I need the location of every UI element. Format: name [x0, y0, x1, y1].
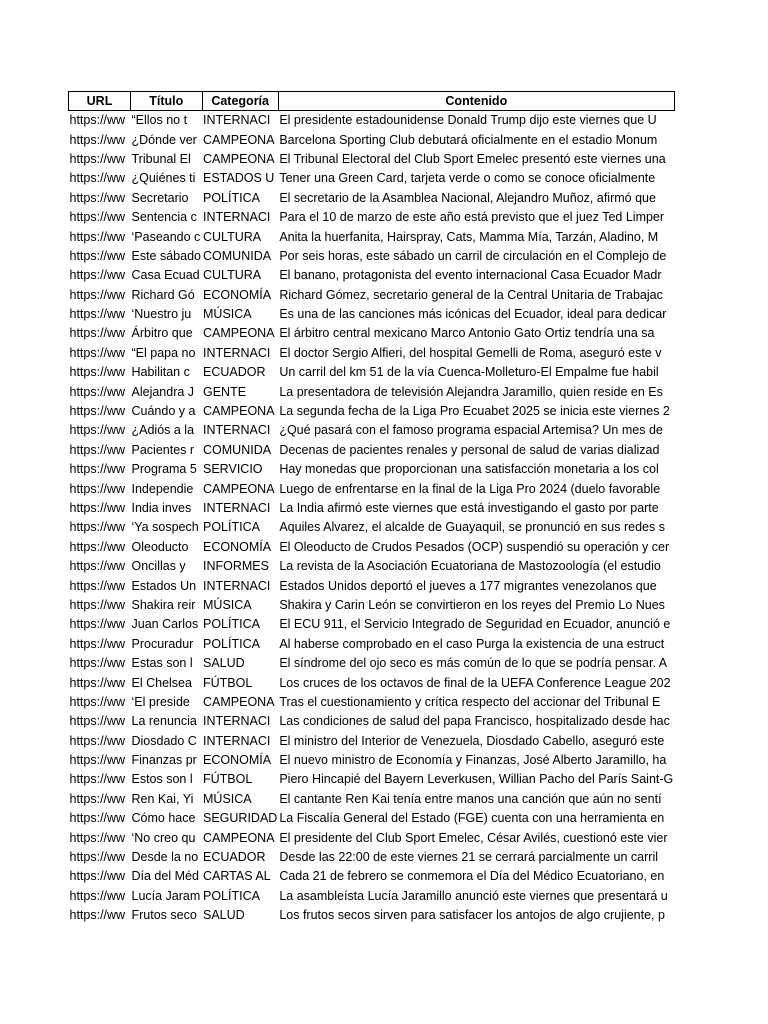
cell-categoria[interactable]: CULTURA — [203, 229, 262, 244]
cell-titulo[interactable]: Sentencia c — [131, 210, 197, 225]
cell-categoria[interactable]: CAMPEONA — [203, 694, 275, 709]
cell-titulo[interactable]: Independie — [131, 481, 194, 496]
table-row — [69, 208, 675, 227]
cell-titulo[interactable]: Frutos seco — [131, 908, 197, 923]
cell-categoria[interactable]: CAMPEONA — [203, 326, 275, 341]
cell-url[interactable]: https://ww — [69, 811, 126, 826]
cell-contenido[interactable]: El presidente del Club Sport Emelec, César Avilés, cuestionó este vier — [279, 830, 668, 845]
cell-url[interactable]: https://ww — [69, 501, 126, 515]
cell-url[interactable]: https://ww — [69, 210, 126, 225]
cell-categoria[interactable]: GENTE — [203, 384, 247, 399]
table-row — [69, 887, 675, 906]
cell-titulo[interactable]: Shakira reir — [131, 597, 196, 612]
table-row — [69, 790, 675, 809]
cell-categoria[interactable]: COMUNIDA — [203, 442, 272, 457]
cell-contenido[interactable]: El doctor Sergio Alfieri, del hospital Gemelli de Roma, aseguró este v — [279, 345, 662, 360]
table-row — [69, 693, 675, 712]
cell-categoria[interactable]: ESTADOS U — [203, 171, 275, 186]
cell-contenido[interactable]: La Fiscalía General del Estado (FGE) cuenta con una herramienta en — [279, 811, 665, 826]
table-row — [69, 305, 675, 324]
cell-url[interactable]: https://ww — [69, 559, 126, 574]
cell-categoria[interactable]: INTERNACI — [203, 113, 271, 128]
cell-contenido[interactable]: Shakira y Carin León se convirtieron en los reyes del Premio Lo Nues — [279, 597, 665, 612]
cell-url[interactable]: https://ww — [69, 869, 126, 884]
table-row — [69, 673, 675, 692]
cell-url[interactable]: https://ww — [69, 462, 126, 477]
header-categoria[interactable]: Categoría — [202, 92, 278, 111]
cell-url[interactable]: https://ww — [69, 656, 126, 671]
cell-contenido[interactable]: El síndrome del ojo seco es más común de lo que se podría pensar. A — [279, 656, 668, 671]
cell-contenido[interactable]: Richard Gómez, secretario general de la Central Unitaria de Trabajac — [279, 287, 663, 302]
header-contenido[interactable]: Contenido — [278, 92, 674, 111]
cell-titulo[interactable]: ‘No creo qu — [131, 830, 196, 845]
table-row — [69, 189, 675, 208]
cell-url[interactable]: https://ww — [69, 404, 126, 419]
cell-url[interactable]: https://ww — [69, 636, 126, 651]
table-row — [69, 111, 675, 131]
cell-categoria[interactable]: CULTURA — [203, 268, 262, 283]
cell-titulo[interactable]: ‘Ya sospech — [131, 520, 199, 535]
cell-url[interactable]: https://ww — [69, 481, 126, 496]
cell-categoria[interactable]: POLÍTICA — [203, 190, 260, 205]
cell-titulo[interactable]: Estos son l — [131, 772, 193, 787]
table-row — [69, 324, 675, 343]
cell-url[interactable]: https://ww — [69, 539, 126, 554]
cell-url[interactable]: https://ww — [69, 326, 126, 341]
cell-url[interactable]: https://ww — [69, 365, 126, 380]
cell-contenido[interactable]: Estados Unidos deportó el jueves a 177 migrantes venezolanos que — [279, 578, 657, 593]
table-row — [69, 732, 675, 751]
cell-categoria[interactable]: ECUADOR — [203, 850, 266, 865]
table-row — [69, 576, 675, 595]
table-row — [69, 867, 675, 886]
table-row — [69, 538, 675, 557]
table-row — [69, 712, 675, 731]
cell-contenido[interactable]: Tras el cuestionamiento y crítica respecto del accionar del Tribunal E — [279, 694, 661, 709]
cell-url[interactable]: https://ww — [69, 888, 126, 903]
cell-titulo[interactable]: “El papa no — [131, 345, 196, 360]
table-row — [69, 441, 675, 460]
cell-titulo[interactable]: Tribunal El — [131, 151, 191, 166]
cell-titulo[interactable]: ‘Nuestro ju — [131, 307, 192, 322]
cell-titulo[interactable]: ¿Dónde ver — [131, 132, 197, 147]
table-row — [69, 751, 675, 770]
cell-titulo[interactable]: Cuándo y a — [131, 404, 196, 419]
cell-categoria[interactable]: INTERNACI — [203, 345, 271, 360]
cell-url[interactable]: https://ww — [69, 132, 126, 147]
table-row — [69, 635, 675, 654]
cell-url[interactable]: https://ww — [69, 287, 126, 302]
cell-contenido[interactable]: Por seis horas, este sábado un carril de circulación en el Complejo de — [279, 248, 667, 263]
cell-contenido[interactable]: El Oleoducto de Crudos Pesados (OCP) suspendió su operación y cer — [279, 539, 670, 554]
cell-url[interactable]: https://ww — [69, 384, 126, 399]
header-row — [69, 92, 675, 111]
cell-titulo[interactable]: Oncillas y — [131, 559, 186, 574]
cell-contenido[interactable]: ¿Qué pasará con el famoso programa espacial Artemisa? Un mes de — [279, 423, 663, 438]
cell-url[interactable]: https://ww — [69, 442, 126, 457]
cell-titulo[interactable]: Este sábado — [131, 248, 201, 263]
cell-url[interactable]: https://ww — [69, 850, 126, 865]
cell-url[interactable]: https://ww — [69, 908, 126, 923]
table-row — [69, 770, 675, 789]
cell-contenido[interactable]: El presidente estadounidense Donald Trump dijo este viernes que U — [279, 113, 657, 128]
cell-contenido[interactable]: Aquiles Alvarez, el alcalde de Guayaquil, se pronunció en sus redes s — [279, 520, 665, 535]
cell-contenido[interactable]: Un carril del km 51 de la vía Cuenca-Molleturo-El Empalme fue habil — [279, 365, 659, 380]
cell-categoria[interactable]: POLÍTICA — [203, 636, 260, 651]
cell-categoria[interactable]: CAMPEONA — [203, 132, 275, 147]
cell-contenido[interactable]: El secretario de la Asamblea Nacional, Alejandro Muñoz, afirmó que — [279, 190, 656, 205]
cell-contenido[interactable]: El banano, protagonista del evento internacional Casa Ecuador Madr — [279, 268, 662, 283]
cell-titulo[interactable]: Desde la no — [131, 850, 199, 865]
cell-contenido[interactable]: Anita la huerfanita, Hairspray, Cats, Mamma Mía, Tarzán, Aladino, M — [279, 229, 659, 244]
cell-url[interactable]: https://ww — [69, 772, 126, 787]
cell-categoria[interactable]: ECONOMÍA — [203, 539, 272, 554]
table-row — [69, 828, 675, 847]
cell-contenido[interactable]: El Tribunal Electoral del Club Sport Emelec presentó este viernes una — [279, 151, 666, 166]
cell-titulo[interactable]: Finanzas pr — [131, 753, 197, 768]
cell-categoria[interactable]: INTERNACI — [203, 501, 271, 515]
cell-url[interactable]: https://ww — [69, 733, 126, 748]
cell-url[interactable]: https://ww — [69, 830, 126, 845]
table-row — [69, 809, 675, 828]
cell-contenido[interactable]: Los frutos secos sirven para satisfacer los antojos de algo crujiente, p — [279, 908, 665, 923]
cell-categoria[interactable]: CARTAS AL — [203, 869, 271, 884]
table-row — [69, 247, 675, 266]
table-row — [69, 499, 675, 518]
table-row — [69, 479, 675, 498]
table-row — [69, 150, 675, 169]
cell-url[interactable]: https://ww — [69, 675, 126, 690]
cell-contenido[interactable]: Piero Hincapié del Bayern Leverkusen, Willian Pacho del París Saint-G — [279, 772, 674, 787]
cell-titulo[interactable]: Árbitro que — [131, 326, 193, 341]
table-row — [69, 286, 675, 305]
cell-contenido[interactable]: El cantante Ren Kai tenía entre manos una canción que aún no sentí — [279, 791, 662, 806]
cell-categoria[interactable]: POLÍTICA — [203, 888, 260, 903]
news-spreadsheet-table — [68, 91, 675, 925]
cell-contenido[interactable]: Es una de las canciones más icónicas del Ecuador, ideal para dedicar — [279, 307, 667, 322]
cell-contenido[interactable]: Desde las 22:00 de este viernes 21 se cerrará parcialmente un carril — [279, 850, 658, 865]
cell-titulo[interactable]: Secretario — [131, 190, 189, 205]
table-row — [69, 596, 675, 615]
cell-titulo[interactable]: Richard Gó — [131, 287, 195, 302]
cell-categoria[interactable]: POLÍTICA — [203, 617, 260, 632]
cell-titulo[interactable]: India inves — [131, 501, 192, 515]
cell-titulo[interactable]: Alejandra J — [131, 384, 195, 399]
cell-titulo[interactable]: Estados Un — [131, 578, 197, 593]
cell-categoria[interactable]: FÚTBOL — [203, 675, 253, 690]
table-row — [69, 382, 675, 401]
cell-url[interactable]: https://ww — [69, 307, 126, 322]
cell-titulo[interactable]: Diosdado C — [131, 733, 197, 748]
cell-titulo[interactable]: “Ellos no t — [131, 113, 188, 128]
cell-contenido[interactable]: Luego de enfrentarse en la final de la Liga Pro 2024 (duelo favorable — [279, 481, 661, 496]
table-row — [69, 906, 675, 925]
cell-categoria[interactable]: ECONOMÍA — [203, 753, 272, 768]
table-row — [69, 344, 675, 363]
cell-titulo[interactable]: Día del Méd — [131, 869, 199, 884]
cell-categoria[interactable]: SERVICIO — [203, 462, 263, 477]
cell-url[interactable]: https://ww — [69, 714, 126, 729]
cell-url[interactable]: https://ww — [69, 345, 126, 360]
cell-url[interactable]: https://ww — [69, 617, 126, 632]
header-url[interactable]: URL — [69, 92, 131, 111]
cell-url[interactable]: https://ww — [69, 229, 126, 244]
table-header — [69, 92, 675, 111]
cell-categoria[interactable]: ECONOMÍA — [203, 287, 272, 302]
cell-contenido[interactable]: Tener una Green Card, tarjeta verde o como se conoce oficialmente — [279, 171, 656, 186]
cell-url[interactable]: https://ww — [69, 268, 126, 283]
cell-categoria[interactable]: INTERNACI — [203, 423, 271, 438]
cell-url[interactable]: https://ww — [69, 791, 126, 806]
cell-url[interactable]: https://ww — [69, 248, 126, 263]
cell-titulo[interactable]: Casa Ecuad — [131, 268, 200, 283]
table-row — [69, 363, 675, 382]
table-row — [69, 130, 675, 149]
cell-categoria[interactable]: COMUNIDA — [203, 248, 272, 263]
cell-contenido[interactable]: La segunda fecha de la Liga Pro Ecuabet 2025 se inicia este viernes 2 — [279, 404, 670, 419]
cell-categoria[interactable]: ECUADOR — [203, 365, 266, 380]
cell-categoria[interactable]: INTERNACI — [203, 733, 271, 748]
cell-url[interactable]: https://ww — [69, 753, 126, 768]
cell-titulo[interactable]: ‘Paseando c — [131, 229, 201, 244]
cell-url[interactable]: https://ww — [69, 190, 126, 205]
cell-contenido[interactable]: El ECU 911, el Servicio Integrado de Seguridad en Ecuador, anunció e — [279, 617, 671, 632]
cell-contenido[interactable]: Hay monedas que proporcionan una satisfacción monetaria a los col — [279, 462, 659, 477]
cell-titulo[interactable]: Lucía Jaram — [131, 888, 201, 903]
cell-contenido[interactable]: Para el 10 de marzo de este año está previsto que el juez Ted Limper — [279, 210, 665, 225]
cell-url[interactable]: https://ww — [69, 151, 126, 166]
cell-titulo[interactable]: Estas son l — [131, 656, 193, 671]
cell-contenido[interactable]: Los cruces de los octavos de final de la UEFA Conference League 202 — [279, 675, 671, 690]
table-row — [69, 460, 675, 479]
cell-contenido[interactable]: El árbitro central mexicano Marco Antonio Gato Ortiz tendría una sa — [279, 326, 655, 341]
cell-titulo[interactable]: La renuncia — [131, 714, 197, 729]
cell-contenido[interactable]: Decenas de pacientes renales y personal de salud de varias dializad — [279, 442, 660, 457]
table-row — [69, 848, 675, 867]
cell-contenido[interactable]: La asambleísta Lucía Jaramillo anunció este viernes que presentará u — [279, 888, 668, 903]
cell-categoria[interactable]: MÚSICA — [203, 791, 252, 806]
cell-url[interactable]: https://ww — [69, 113, 126, 128]
cell-categoria[interactable]: SALUD — [203, 656, 245, 671]
cell-titulo[interactable]: ¿Quiénes ti — [131, 171, 196, 186]
table-row — [69, 266, 675, 285]
cell-contenido[interactable]: La presentadora de televisión Alejandra Jaramillo, quien reside en Es — [279, 384, 663, 399]
cell-categoria[interactable]: INTERNACI — [203, 714, 271, 729]
cell-categoria[interactable]: INFORMES — [203, 559, 269, 574]
cell-categoria[interactable]: FÚTBOL — [203, 772, 253, 787]
cell-contenido[interactable]: La revista de la Asociación Ecuatoriana de Mastozoología (el estudio — [279, 559, 661, 574]
table-row — [69, 402, 675, 421]
cell-titulo[interactable]: ¿Adiós a la — [131, 423, 195, 438]
cell-titulo[interactable]: Juan Carlos — [131, 617, 199, 632]
cell-url[interactable]: https://ww — [69, 171, 126, 186]
cell-categoria[interactable]: CAMPEONA — [203, 151, 275, 166]
table-body — [69, 111, 675, 926]
table-row — [69, 227, 675, 246]
cell-categoria[interactable]: SALUD — [203, 908, 245, 923]
table-row — [69, 421, 675, 440]
cell-titulo[interactable]: Cómo hace — [131, 811, 196, 826]
cell-categoria[interactable]: CAMPEONA — [203, 830, 275, 845]
table-row — [69, 615, 675, 634]
cell-contenido[interactable]: El nuevo ministro de Economía y Finanzas, José Alberto Jaramillo, ha — [279, 753, 667, 768]
table-row — [69, 557, 675, 576]
cell-url[interactable]: https://ww — [69, 520, 126, 535]
cell-titulo[interactable]: ‘El preside — [131, 694, 190, 709]
cell-contenido[interactable]: El ministro del Interior de Venezuela, Diosdado Cabello, aseguró este — [279, 733, 665, 748]
cell-categoria[interactable]: MÚSICA — [203, 307, 252, 322]
table-row — [69, 518, 675, 537]
cell-categoria[interactable]: INTERNACI — [203, 578, 271, 593]
cell-contenido[interactable]: Cada 21 de febrero se conmemora el Día del Médico Ecuatoriano, en — [279, 869, 665, 884]
cell-titulo[interactable]: Procuradur — [131, 636, 194, 651]
cell-titulo[interactable]: Programa 5 — [131, 462, 197, 477]
cell-titulo[interactable]: El Chelsea — [131, 675, 192, 690]
cell-categoria[interactable]: MÚSICA — [203, 597, 252, 612]
cell-categoria[interactable]: SEGURIDAD — [203, 811, 278, 826]
cell-url[interactable]: https://ww — [69, 694, 126, 709]
cell-url[interactable]: https://ww — [69, 597, 126, 612]
cell-categoria[interactable]: INTERNACI — [203, 210, 271, 225]
cell-contenido[interactable]: La India afirmó este viernes que está investigando el gasto por parte — [279, 501, 659, 515]
table-row — [69, 654, 675, 673]
cell-titulo[interactable]: Pacientes r — [131, 442, 195, 457]
cell-categoria[interactable]: CAMPEONA — [203, 404, 275, 419]
cell-contenido[interactable]: Al haberse comprobado en el caso Purga la existencia de una estruct — [279, 636, 665, 651]
cell-titulo[interactable]: Oleoducto — [131, 539, 189, 554]
cell-titulo[interactable]: Habilitan c — [131, 365, 190, 380]
cell-contenido[interactable]: Barcelona Sporting Club debutará oficialmente en el estadio Monum — [279, 132, 658, 147]
header-titulo[interactable]: Título — [131, 92, 203, 111]
cell-categoria[interactable]: CAMPEONA — [203, 481, 275, 496]
cell-contenido[interactable]: Las condiciones de salud del papa Francisco, hospitalizado desde hac — [279, 714, 670, 729]
cell-titulo[interactable]: Ren Kai, Yi — [131, 791, 194, 806]
cell-categoria[interactable]: POLÍTICA — [203, 520, 260, 535]
cell-url[interactable]: https://ww — [69, 578, 126, 593]
table-row — [69, 169, 675, 188]
cell-url[interactable]: https://ww — [69, 423, 126, 438]
